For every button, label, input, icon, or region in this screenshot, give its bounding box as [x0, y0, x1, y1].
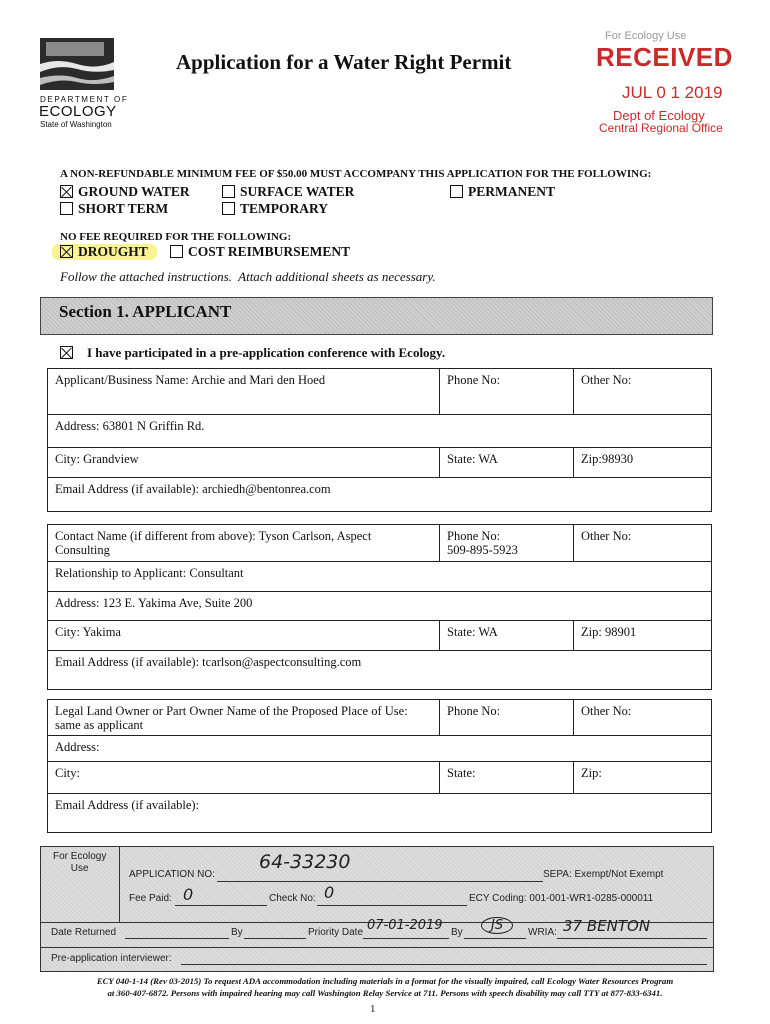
application-no-label: APPLICATION NO:: [129, 869, 215, 880]
by2-line: [464, 938, 526, 939]
received-stamp: RECEIVED: [596, 42, 733, 72]
short-term-checkbox[interactable]: [60, 202, 73, 215]
application-no-value[interactable]: 64-33230: [259, 851, 351, 873]
agency-name: ECOLOGY: [39, 103, 117, 120]
contact-relationship-field[interactable]: Relationship to Applicant: Consultant: [55, 566, 244, 580]
check-no-line: [317, 905, 467, 906]
check-no-label: Check No:: [269, 893, 316, 904]
agency-state: State of Washington: [40, 120, 112, 129]
initials-value[interactable]: JS: [481, 917, 513, 934]
priority-date-value[interactable]: 07-01-2019: [367, 918, 443, 933]
surface-water-checkbox[interactable]: [222, 185, 235, 198]
fee-notice: A NON-REFUNDABLE MINIMUM FEE OF $50.00 MUST ACCOMPANY THIS APPLICATION FOR THE FOLLOWING:: [60, 168, 652, 180]
application-no-line: [217, 881, 543, 882]
contact-address-field[interactable]: Address: 123 E. Yakima Ave, Suite 200: [55, 596, 253, 610]
ecology-use-divider: [119, 847, 120, 922]
preapp-interviewer-label: Pre-application interviewer:: [51, 953, 172, 964]
surface-water-option[interactable]: SURFACE WATER: [222, 184, 354, 200]
ground-water-option[interactable]: GROUND WATER: [60, 184, 190, 200]
footer-line-2: at 360-407-6872. Persons with impaired hearing may call Washington Relay Service at 711. Persons with speech disability may call TTY at 877-833-6341.: [107, 988, 663, 998]
section1-header: [40, 297, 713, 335]
check-no-value[interactable]: 0: [324, 883, 335, 902]
contact-zip-field[interactable]: Zip: 98901: [573, 621, 711, 650]
drought-option[interactable]: DROUGHT: [60, 244, 148, 260]
applicant-state-field[interactable]: State: WA: [439, 448, 573, 477]
owner-table: [47, 699, 712, 833]
for-ecology-use-label: For Ecology Use: [605, 30, 687, 42]
applicant-city-field[interactable]: City: Grandview: [55, 452, 139, 466]
date-returned-label: Date Returned: [51, 927, 117, 938]
owner-city-field[interactable]: City:: [55, 766, 81, 780]
permanent-option[interactable]: PERMANENT: [450, 184, 555, 200]
fee-paid-value[interactable]: 0: [183, 885, 194, 904]
owner-zip-field[interactable]: Zip:: [573, 762, 711, 793]
temporary-checkbox[interactable]: [222, 202, 235, 215]
by2-label: By: [451, 927, 463, 938]
applicant-address-field[interactable]: Address: 63801 N Griffin Rd.: [55, 419, 205, 433]
applicant-email-field[interactable]: Email Address (if available): archiedh@bentonrea.com: [55, 482, 331, 496]
owner-email-field[interactable]: Email Address (if available):: [55, 798, 200, 812]
preapp-checkbox[interactable]: [60, 346, 73, 359]
ecology-use-hline-2: [41, 947, 713, 948]
date-returned-line: [125, 938, 229, 939]
cost-reimbursement-checkbox[interactable]: [170, 245, 183, 258]
applicant-other-field[interactable]: Other No:: [573, 369, 711, 414]
fee-paid-label: Fee Paid:: [129, 893, 172, 904]
instructions: Follow the attached instructions. Attach additional sheets as necessary.: [60, 269, 436, 284]
contact-name-field[interactable]: Contact Name (if different from above): Tyson Carlson, Aspect Consulting: [55, 529, 372, 557]
contact-other-field[interactable]: Other No:: [573, 525, 711, 561]
agency-dept: DEPARTMENT OF: [40, 95, 129, 104]
ecy-coding[interactable]: ECY Coding: 001-001-WR1-0285-000011: [469, 893, 654, 904]
temporary-option[interactable]: TEMPORARY: [222, 201, 328, 217]
received-date: JUL 0 1 2019: [622, 83, 723, 102]
cost-reimbursement-option[interactable]: COST REIMBURSEMENT: [170, 244, 350, 260]
wria-label: WRIA:: [528, 927, 557, 938]
by-line: [244, 938, 306, 939]
applicant-name-field[interactable]: Applicant/Business Name: Archie and Mari den Hoed: [55, 373, 326, 387]
page-number: 1: [370, 1003, 376, 1015]
owner-state-field[interactable]: State:: [439, 762, 573, 793]
wria-value[interactable]: 37 BENTON: [563, 917, 651, 935]
applicant-phone-field[interactable]: Phone No:: [439, 369, 573, 414]
applicant-zip-field[interactable]: Zip:98930: [573, 448, 711, 477]
page-title: Application for a Water Right Permit: [176, 50, 512, 74]
no-fee-notice: NO FEE REQUIRED FOR THE FOLLOWING:: [60, 231, 292, 243]
priority-date-label: Priority Date: [308, 927, 364, 938]
ecology-use-label: For Ecology Use: [53, 851, 107, 874]
drought-checkbox[interactable]: [60, 245, 73, 258]
preapp-interviewer-line: [181, 964, 707, 965]
fee-paid-line: [175, 905, 267, 906]
stamp-office: Central Regional Office: [599, 121, 723, 135]
contact-city-field[interactable]: City: Yakima: [55, 625, 121, 639]
contact-state-field[interactable]: State: WA: [439, 621, 573, 650]
applicant-table: [47, 368, 712, 512]
permanent-checkbox[interactable]: [450, 185, 463, 198]
ground-water-checkbox[interactable]: [60, 185, 73, 198]
owner-name-field[interactable]: Legal Land Owner or Part Owner Name of the Proposed Place of Use: same as applicant: [55, 704, 408, 732]
footer-line-1: ECY 040-1-14 (Rev 03-2015) To request ADA accommodation including materials in a format for the visually impaired, call Ecology Water Resources Program: [96, 976, 674, 986]
priority-date-line: [363, 938, 449, 939]
owner-other-field[interactable]: Other No:: [573, 700, 711, 735]
by-label: By: [231, 927, 243, 938]
contact-phone-field[interactable]: Phone No: 509-895-5923: [439, 525, 573, 561]
section1-title: Section 1. APPLICANT: [59, 302, 232, 321]
owner-address-field[interactable]: Address:: [55, 740, 100, 754]
contact-table: [47, 524, 712, 690]
ecology-use-box: [40, 846, 714, 972]
wria-line: [557, 938, 707, 939]
owner-phone-field[interactable]: Phone No:: [439, 700, 573, 735]
sepa-field[interactable]: SEPA: Exempt/Not Exempt: [543, 869, 664, 880]
preapp-statement[interactable]: I have participated in a pre-application conference with Ecology.: [60, 345, 445, 361]
contact-email-field[interactable]: Email Address (if available): tcarlson@aspectconsulting.com: [55, 655, 362, 669]
stamp-dept: Dept of Ecology: [613, 108, 705, 123]
short-term-option[interactable]: SHORT TERM: [60, 201, 168, 217]
ecology-logo: [40, 38, 114, 90]
